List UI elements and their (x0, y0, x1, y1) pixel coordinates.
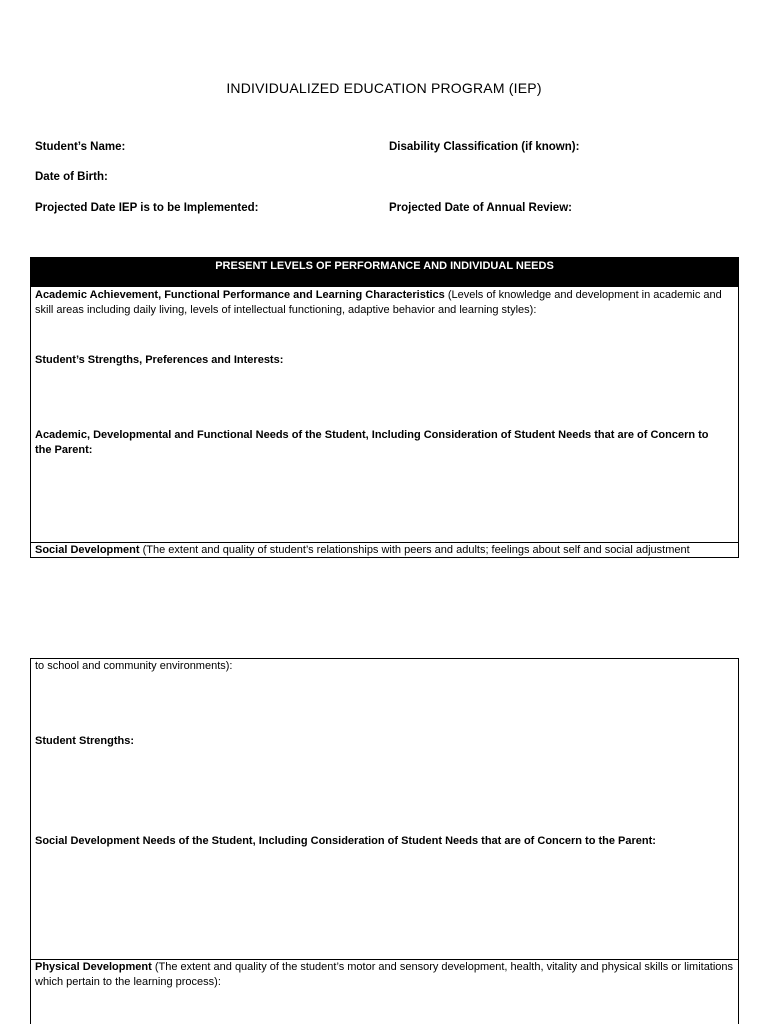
social-development-label: Social Development (35, 544, 140, 556)
physical-development-section (35, 960, 735, 990)
document-title: INDIVIDUALIZED EDUCATION PROGRAM (IEP) (226, 80, 542, 96)
academic-achievement-label: Academic Achievement, Functional Performance and Learning Characteristics (35, 289, 445, 301)
physical-development-description: (The extent and quality of the student’s motor and sensory development, health, vitality and physical skills or limitations which pertain to the learning process): (35, 961, 734, 988)
student-name-label: Student’s Name: (35, 141, 126, 153)
social-development-description: (The extent and quality of student’s relationships with peers and adults; feelings about self and social adjustment (139, 544, 690, 556)
academic-achievement-description: (Levels of knowledge and development in academic and skill areas including daily living, levels of intellectual functioning, adaptive behavior and learning styles): (35, 289, 722, 316)
strengths-label: Student’s Strengths, Preferences and Interests: (35, 354, 284, 366)
academic-achievement-section (35, 288, 735, 318)
physical-development-label: Physical Development (35, 961, 152, 973)
social-needs-label: Social Development Needs of the Student, Including Consideration of Student Needs that are of Concern to the Parent: (35, 835, 656, 847)
disability-classification-label: Disability Classification (if known): (389, 141, 580, 153)
table-header: PRESENT LEVELS OF PERFORMANCE AND INDIVIDUAL NEEDS (31, 258, 738, 287)
social-development-section (35, 543, 740, 558)
date-of-birth-label: Date of Birth: (35, 171, 108, 183)
present-levels-table-continued (30, 658, 739, 1024)
student-strengths-label: Student Strengths: (35, 735, 134, 747)
academic-needs-label: Academic, Developmental and Functional Needs of the Student, Including Consideration of Student Needs that are of Concern to the Parent: (35, 429, 709, 456)
annual-review-date-label: Projected Date of Annual Review: (389, 202, 572, 214)
implementation-date-label: Projected Date IEP is to be Implemented: (35, 202, 259, 214)
social-development-continuation: to school and community environments): (35, 660, 233, 672)
present-levels-table (30, 257, 739, 558)
